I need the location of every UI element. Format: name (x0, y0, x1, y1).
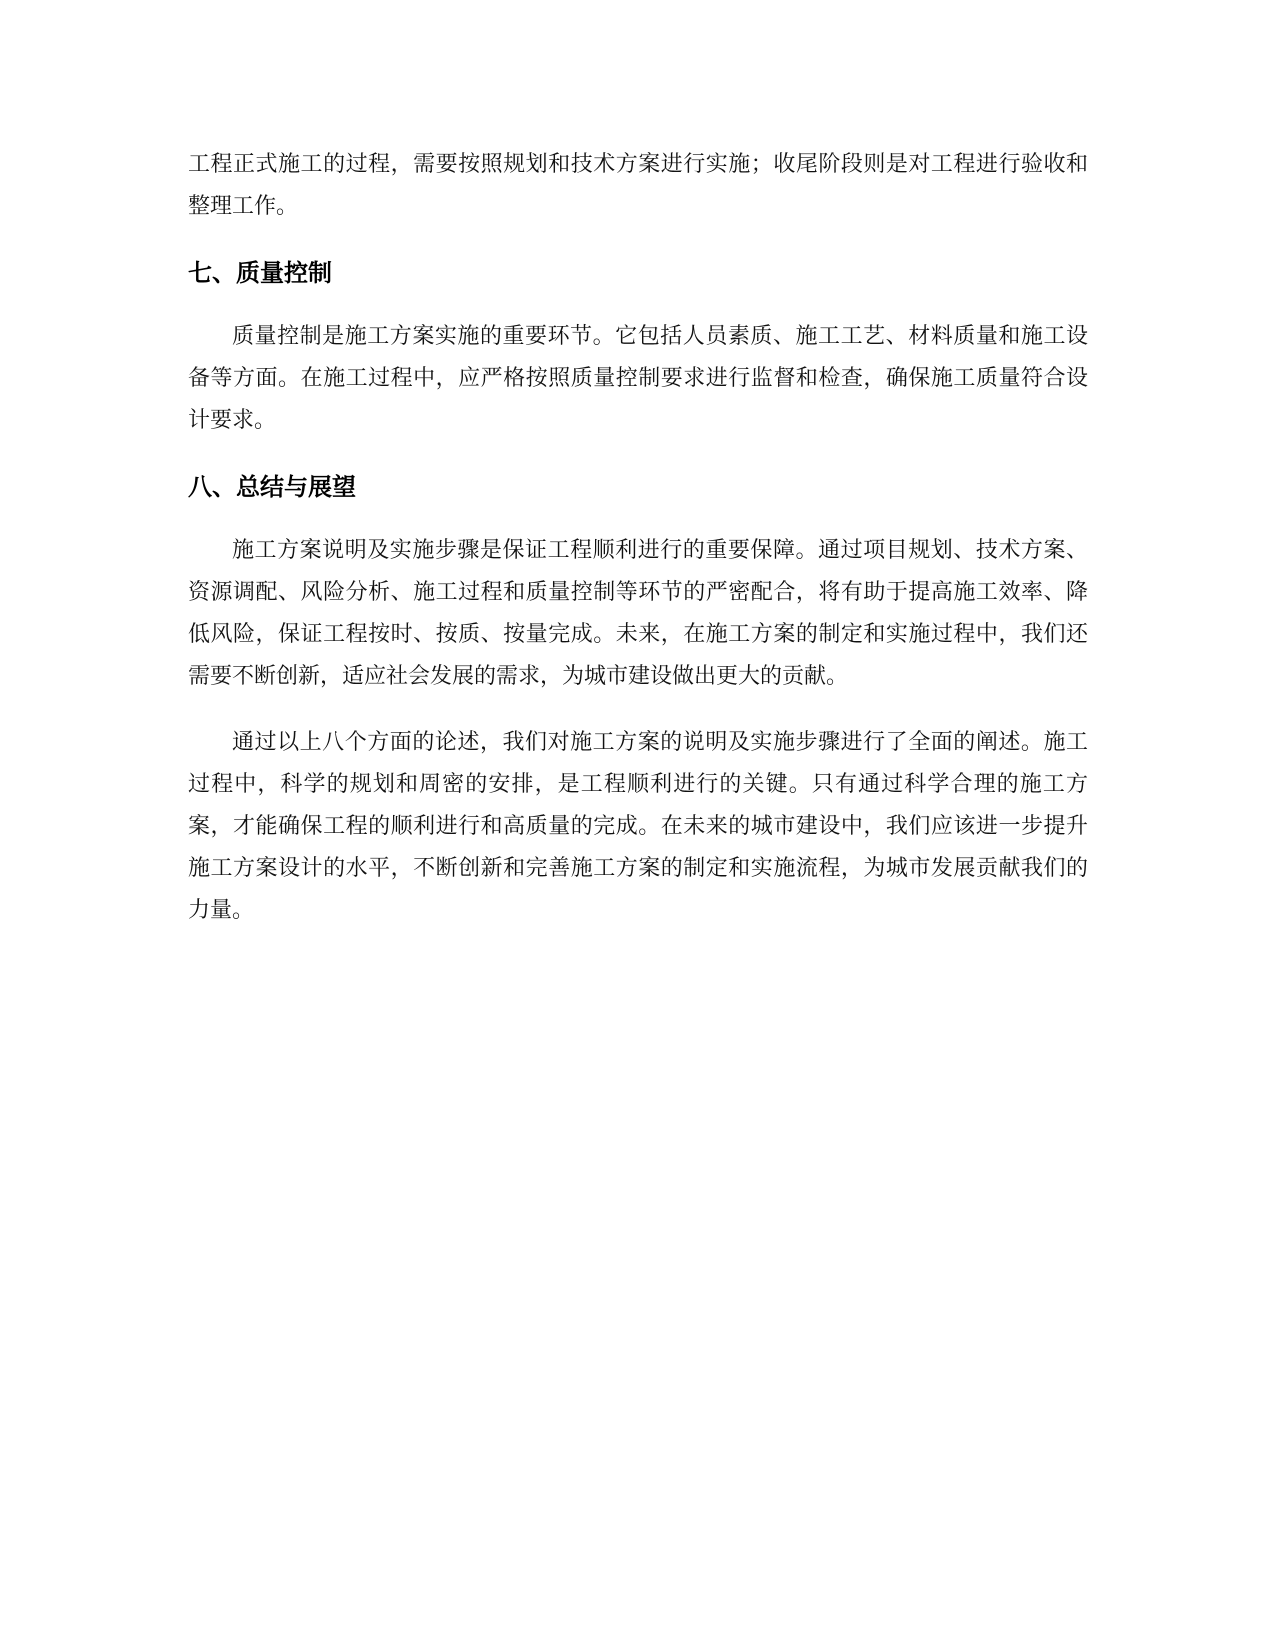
conclusion-paragraph: 通过以上八个方面的论述，我们对施工方案的说明及实施步骤进行了全面的阐述。施工过程中，科学的规划和周密的安排，是工程顺利进行的关键。只有通过科学合理的施工方案，才能确保工程的顺利进行和高质量的完成。在未来的城市建设中，我们应该进一步提升施工方案设计的水平，不断创新和完善施工方案的制定和实施流程，为城市发展贡献我们的力量。 (188, 730, 1088, 923)
quality-control-paragraph: 质量控制是施工方案实施的重要环节。它包括人员素质、施工工艺、材料质量和施工设备等方面。在施工过程中，应严格按照质量控制要求进行监督和检查，确保施工质量符合设计要求。 (188, 324, 1088, 433)
section-heading-quality-control: 七、质量控制 (188, 259, 332, 287)
section-heading-summary-outlook: 八、总结与展望 (188, 473, 356, 501)
summary-paragraph: 施工方案说明及实施步骤是保证工程顺利进行的重要保障。通过项目规划、技术方案、资源调配、风险分析、施工过程和质量控制等环节的严密配合，将有助于提高施工效率、降低风险，保证工程按时、按质、按量完成。未来，在施工方案的制定和实施过程中，我们还需要不断创新，适应社会发展的需求，为城市建设做出更大的贡献。 (188, 538, 1088, 689)
continuation-paragraph: 工程正式施工的过程，需要按照规划和技术方案进行实施；收尾阶段则是对工程进行验收和整理工作。 (188, 152, 1088, 219)
document-body (188, 144, 1088, 932)
